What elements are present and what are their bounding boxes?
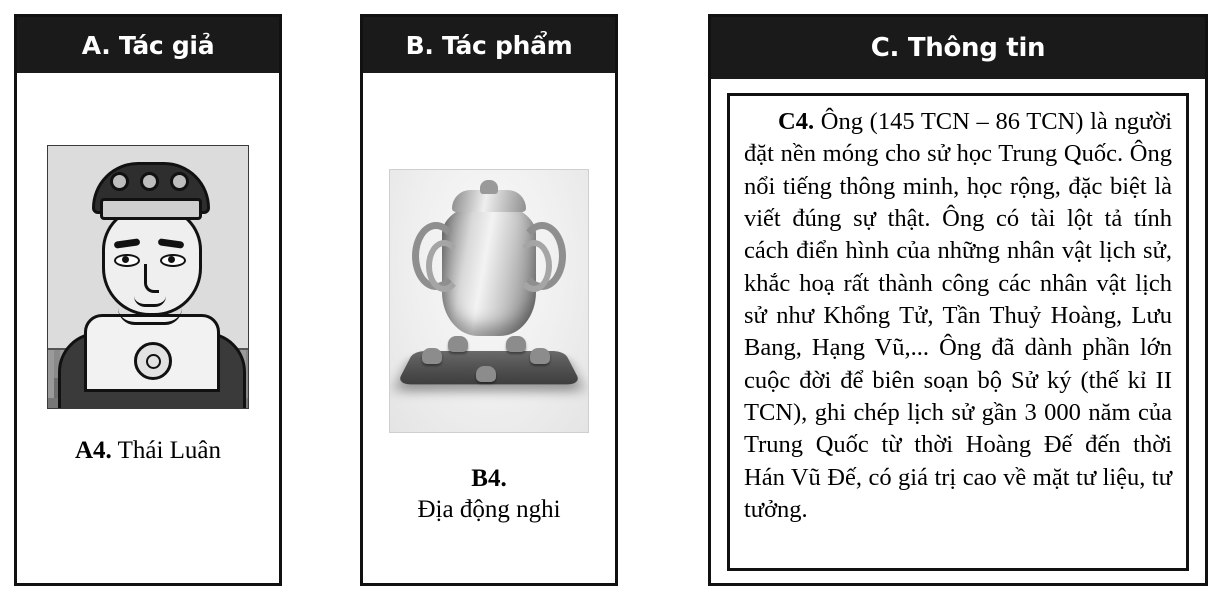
artifact-toad xyxy=(422,348,442,364)
portrait-pupil xyxy=(122,256,129,263)
card-work-caption xyxy=(417,463,560,526)
card-information-header: C. Thông tin xyxy=(711,17,1205,79)
card-author-caption-code: A4. xyxy=(74,437,112,464)
portrait-nose xyxy=(144,264,159,293)
information-lead-code: C4. xyxy=(778,108,815,135)
artifact-toad xyxy=(530,348,550,364)
card-work-caption-text: Địa động nghi xyxy=(417,496,561,524)
portrait-hat-ornament xyxy=(140,172,159,191)
artifact-toad xyxy=(506,336,526,352)
portrait-hat-ornament xyxy=(110,172,129,191)
card-work-caption-code: B4. xyxy=(471,465,507,492)
artifact-toad xyxy=(448,336,468,352)
information-paragraph xyxy=(727,93,1189,571)
card-author-header: A. Tác giả xyxy=(17,17,279,73)
card-information-body xyxy=(711,79,1205,583)
artifact-dragon-head xyxy=(426,240,462,292)
seismoscope-artifact-photo xyxy=(389,169,589,433)
portrait-robe-knot xyxy=(134,342,172,380)
card-work xyxy=(360,14,618,586)
author-portrait-illustration xyxy=(47,145,249,409)
artifact-toad xyxy=(476,366,496,382)
portrait-pupil xyxy=(168,256,175,263)
card-information xyxy=(708,14,1208,586)
artifact-knob xyxy=(480,180,498,194)
card-work-header: B. Tác phẩm xyxy=(363,17,615,73)
information-body-text: Ông (145 TCN – 86 TCN) là người đặt nền móng cho sử học Trung Quốc. Ông nổi tiếng thông minh, học rộng, đặc biệt là viết đúng sự thật. Ông có tài lột tả tính cách điển hình của những nhân vật lịch sử, khắc hoạ rất thành công các nhân vật lịch sử như Khổng Tử, Tần Thuỷ Hoàng, Lưu Bang, Hạng Vũ,... Ông đã dành phần lớn cuộc đời để biên soạn bộ Sử ký (thế kỉ II TCN), ghi chép lịch sử gần 3 000 năm của Trung Quốc từ thời Hoàng Đế đến thời Hán Vũ Đế, có giá trị cao về mặt tư liệu, tư tưởng. xyxy=(744,108,1172,523)
artifact-dragon-head xyxy=(516,240,552,292)
card-work-body xyxy=(363,73,615,583)
portrait-beard xyxy=(118,308,182,325)
card-author-body xyxy=(17,73,279,583)
portrait-hat-ornament xyxy=(170,172,189,191)
card-author-caption xyxy=(75,435,221,466)
card-author xyxy=(14,14,282,586)
portrait-hat-band xyxy=(100,198,202,220)
card-author-caption-text: Thái Luân xyxy=(117,437,222,464)
